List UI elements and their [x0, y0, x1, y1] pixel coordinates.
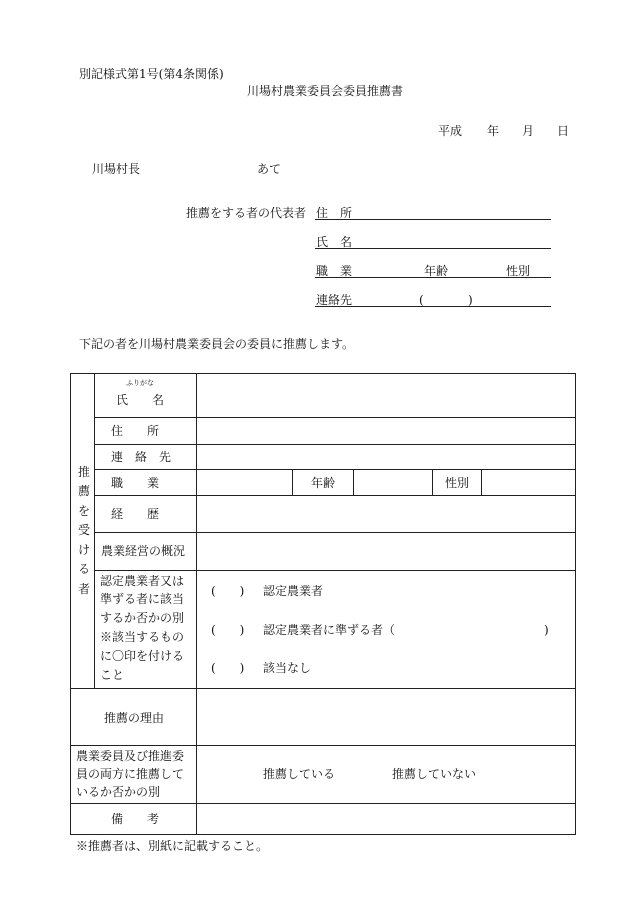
date-era: 平成 — [438, 124, 463, 138]
form-number: 別記様式第1号(第4条関係) — [79, 67, 224, 81]
name-label: 氏 名 — [116, 393, 165, 407]
cert-option-certified-farmer: 認定農業者 — [263, 584, 324, 598]
date-day: 日 — [557, 124, 570, 138]
side-label-char: を — [78, 504, 91, 518]
both-label-line: 農業委員及び推進委 — [76, 749, 185, 763]
farm-overview-label: 農業経営の概況 — [101, 544, 186, 558]
addressee-ate: あて — [257, 162, 282, 176]
rep-sex-label: 性別 — [506, 264, 531, 278]
sex-label: 性別 — [445, 476, 470, 490]
both-yes-option[interactable]: 推薦している — [263, 767, 336, 781]
cert-option-paren[interactable]: ( ) — [211, 623, 245, 637]
cert-option-none: 該当なし — [263, 661, 312, 675]
both-label-line: 員の両方に推薦して — [76, 767, 185, 781]
date-year: 年 — [487, 124, 500, 138]
career-label: 経 歴 — [111, 507, 160, 521]
occupation-label: 職 業 — [111, 476, 160, 490]
reason-label: 推薦の理由 — [104, 711, 165, 725]
age-label: 年齢 — [311, 476, 336, 490]
representative-label: 推薦をする者の代表者 — [186, 206, 307, 220]
cert-option-equivalent-close: ) — [544, 623, 549, 637]
address-label: 住 所 — [111, 424, 160, 438]
cert-label-line: 認定農業者又は — [100, 574, 185, 588]
side-label-char: け — [78, 543, 91, 557]
cert-option-paren[interactable]: ( ) — [211, 661, 245, 675]
rep-occupation-label: 職 業 — [316, 264, 353, 278]
rep-contact-paren-close: ) — [468, 293, 473, 307]
contact-label: 連 絡 先 — [111, 450, 172, 464]
rep-contact-label: 連絡先 — [316, 293, 353, 307]
cert-label-line: に〇印を付ける — [100, 649, 185, 663]
cert-label-line: 準ずる者に該当 — [100, 592, 185, 606]
remarks-label: 備 考 — [111, 812, 160, 826]
footnote: ※推薦者は、別紙に記載すること。 — [76, 839, 269, 853]
addressee: 川場村長 — [92, 162, 141, 176]
cert-label-line: ※該当するもの — [100, 630, 185, 644]
side-label-char: 受 — [78, 523, 91, 537]
both-label-line: いるか否かの別 — [76, 785, 161, 799]
side-label-char: る — [78, 562, 91, 576]
both-no-option[interactable]: 推薦していない — [392, 767, 477, 781]
cert-option-equivalent: 認定農業者に準ずる者（ — [263, 623, 396, 637]
rep-contact-paren-open: ( — [419, 293, 424, 307]
cert-label-line: するか否かの別 — [100, 611, 185, 625]
side-label-char: 薦 — [78, 484, 91, 498]
cert-option-paren[interactable]: ( ) — [211, 584, 245, 598]
rep-name-label: 氏 名 — [316, 235, 353, 249]
form-title: 川場村農業委員会委員推薦書 — [247, 84, 404, 98]
statement: 下記の者を川場村農業委員会の委員に推薦します。 — [79, 337, 355, 351]
furigana-label: ふりがな — [126, 379, 154, 387]
cert-label-line: こと — [100, 668, 125, 682]
side-label-char: 者 — [78, 582, 91, 596]
rep-address-label: 住 所 — [316, 206, 353, 220]
date-month: 月 — [522, 124, 535, 138]
rep-age-label: 年齢 — [424, 264, 449, 278]
side-label-char: 推 — [78, 465, 91, 479]
